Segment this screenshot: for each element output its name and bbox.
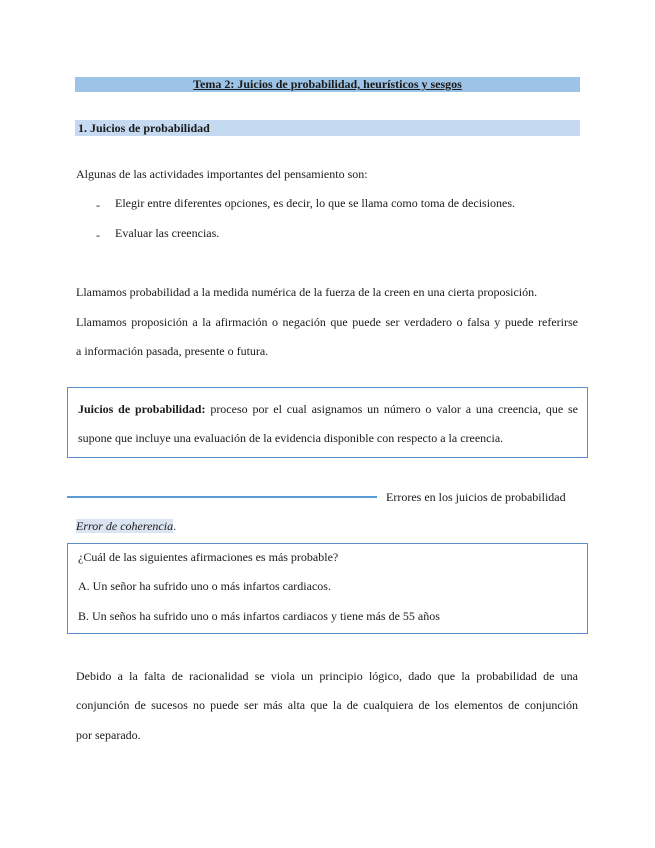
bullet-dash: - (96, 198, 100, 212)
option-a: A. Un señor ha sufrido uno o más infartos cardiacos. (78, 579, 331, 593)
bullet-dash: - (96, 228, 100, 242)
definition-term: Juicios de probabilidad: (78, 402, 206, 416)
definition-line: supone que incluye una evaluación de la evidencia disponible con respecto a la creencia. (78, 431, 504, 445)
bullet-text: Elegir entre diferentes opciones, es decir, lo que se llama como toma de decisiones. (115, 196, 516, 210)
paragraph-line: Llamamos proposición a la afirmación o negación que puede ser verdadero o falsa y puede referirse (76, 315, 578, 329)
paragraph-line: Llamamos probabilidad a la medida numérica de la fuerza de la creen en una cierta proposición. (76, 285, 538, 299)
question-text: ¿Cuál de las siguientes afirmaciones es más probable? (78, 550, 339, 564)
paragraph-line: Debido a la falta de racionalidad se viola un principio lógico, dado que la probabilidad de una (76, 669, 578, 683)
document-title: Tema 2: Juicios de probabilidad, heurísticos y sesgos (75, 77, 580, 92)
paragraph-line: por separado. (76, 728, 141, 742)
error-label-line (76, 519, 176, 533)
definition-line (78, 402, 578, 416)
paragraph-line: conjunción de sucesos no puede ser más alta que la de cualquiera de los elementos de conjunción (76, 698, 578, 712)
bullet-text: Evaluar las creencias. (115, 226, 220, 240)
option-b: B. Un seños ha sufrido uno o más infartos cardiacos y tiene más de 55 años (78, 609, 440, 623)
paragraph-line: a información pasada, presente o futura. (76, 344, 269, 358)
bullet-list-item (96, 196, 100, 214)
section-divider (67, 496, 377, 498)
section-heading: 1. Juicios de probabilidad (75, 120, 580, 136)
errors-heading: Errores en los juicios de probabilidad (386, 490, 566, 504)
intro-text: Algunas de las actividades importantes del pensamiento son: (76, 167, 368, 181)
question-box (67, 543, 588, 634)
error-label-punct: . (173, 519, 177, 533)
definition-box (67, 387, 588, 458)
error-label: Error de coherencia (76, 519, 174, 533)
definition-text: proceso por el cual asignamos un número o valor a una creencia, que se (205, 402, 578, 416)
bullet-list-item (96, 226, 100, 244)
